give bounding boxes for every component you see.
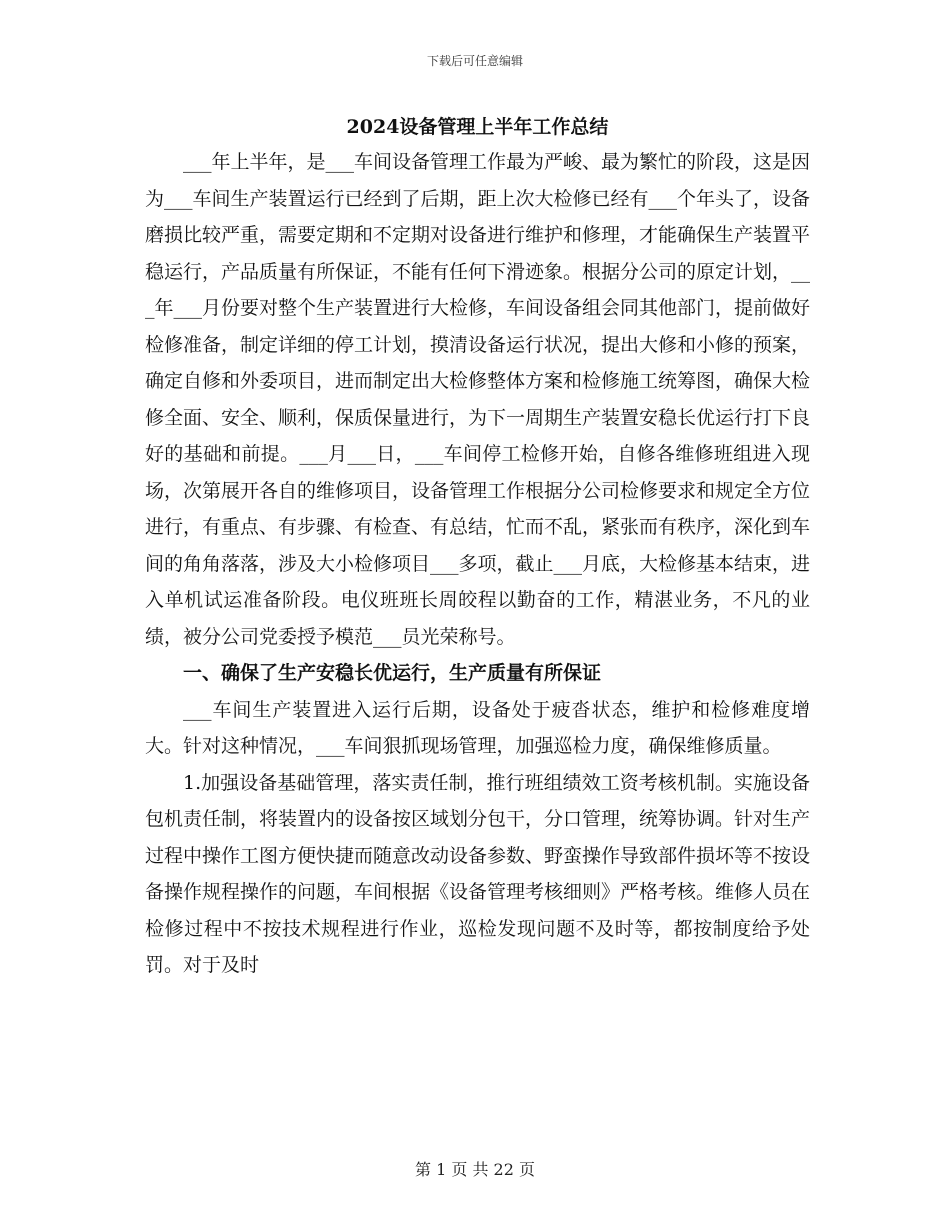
document-title: 2024设备管理上半年工作总结 <box>346 116 609 138</box>
page-header: 下载后可任意编辑 <box>426 54 523 68</box>
page-footer: 第 1 页 共 22 页 <box>415 1160 535 1179</box>
intro-paragraph: ___年上半年，是___车间设备管理工作最为严峻、最为繁忙的阶段，这是因为___车间生产装置运行已经到了后期，距上次大检修已经有___个年头了，设备磨损比较严重，需要定期和不定期对设备进行维护和修理，才能确保生产装置平稳运行，产品质量有所保证，不能有任何下滑迹象。根据分公司的原定计划，___年___月份要对整个生产装置进行大检修，车间设备组会同其他部门，提前做好检修准备，制定详细的停工计划，摸清设备运行状况，提出大修和小修的预案，确定自修和外委项目，进而制定出大检修整体方案和检修施工统筹图，确保大检修全面、安全、顺利，保质保量进行，为下一周期生产装置安稳长优运行打下良好的基础和前提。___月___日，___车间停工检修开始，自修各维修班组进入现场，次第展开各自的维修项目，设备管理工作根据分公司检修要求和规定全方位进行，有重点、有步骤、有检查、有总结，忙而不乱，紧张而有秩序，深化到车间的角角落落，涉及大小检修项目___多项，截止___月底，大检修基本结束，进入单机试运准备阶段。电仪班班长周皎程以勤奋的工作，精湛业务，不凡的业绩，被分公司党委授予模范___员光荣称号。 <box>145 151 811 648</box>
section-paragraph: ___车间生产装置进入运行后期，设备处于疲沓状态，维护和检修难度增大。针对这种情况，___车间狠抓现场管理，加强巡检力度，确保维修质量。 <box>145 698 810 757</box>
document-body <box>145 110 810 984</box>
section-heading: 一、确保了生产安稳长优运行，生产质量有所保证 <box>183 662 602 684</box>
section-paragraph: 1.加强设备基础管理，落实责任制，推行班组绩效工资考核机制。实施设备包机责任制，将装置内的设备按区域划分包干，分口管理，统筹协调。针对生产过程中操作工图方便快捷而随意改动设备参数、野蛮操作导致部件损坏等不按设备操作规程操作的问题，车间根据《设备管理考核细则》严格考核。维修人员在检修过程中不按技术规程进行作业，巡检发现问题不及时等，都按制度给予处罚。对于及时 <box>145 771 811 976</box>
